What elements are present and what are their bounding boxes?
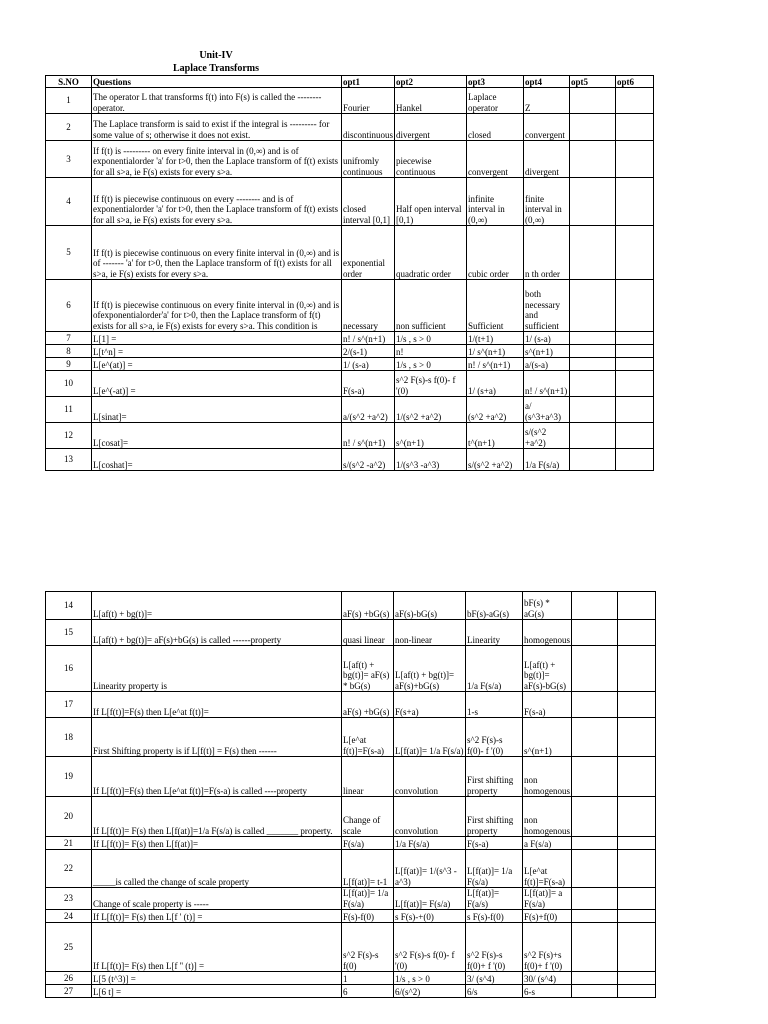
option-5 (570, 141, 616, 178)
option-2: divergent (395, 114, 467, 141)
option-6 (618, 646, 656, 692)
option-2: s F(s)-+(0) (394, 910, 466, 923)
questions-body-1 (46, 88, 654, 471)
question-text: L[e^(at)] = (92, 358, 342, 371)
question-number: 19 (46, 757, 92, 797)
question-text: If L[f(t)]= F(s) then L[f '' (t)] = (92, 923, 342, 972)
question-number: 13 (46, 449, 92, 471)
option-1: linear (342, 757, 394, 797)
option-4: n! / s^(n+1) (524, 371, 570, 397)
option-1: F(s)-f(0) (342, 910, 394, 923)
question-row (46, 449, 654, 471)
option-4: F(s)+f(0) (523, 910, 572, 923)
question-row (46, 910, 656, 923)
option-5 (570, 88, 616, 114)
option-2: convolution (394, 797, 466, 837)
questions-table-1 (45, 75, 654, 471)
header-opt1: opt1 (342, 76, 395, 88)
option-4: a/(s-a) (524, 358, 570, 371)
subject-title: Laplace Transforms (172, 63, 259, 74)
option-5 (570, 345, 616, 358)
option-1: F(s-a) (342, 371, 395, 397)
question-text: If L[f(t)]= F(s) then L[f(at)]= (92, 837, 342, 850)
option-1: L[e^at f(t)]=F(s-a) (342, 718, 394, 757)
option-3: L[f(at)]= F(a/s) (466, 888, 523, 910)
option-6 (616, 141, 654, 178)
option-3: 1-s (466, 692, 523, 718)
option-2: s^2 F(s)-s f(0)- f '(0) (395, 371, 467, 397)
option-5 (570, 449, 616, 471)
option-2: n! (395, 345, 467, 358)
option-3: t^(n+1) (467, 423, 524, 449)
option-6 (618, 923, 656, 972)
question-row (46, 646, 656, 692)
option-2: L[f(at)]= F(s/a) (394, 888, 466, 910)
option-2: F(s+a) (394, 692, 466, 718)
option-2: quadratic order (395, 226, 467, 280)
option-6 (618, 620, 656, 646)
option-5 (572, 797, 618, 837)
option-1: aF(s) +bG(s) (342, 592, 394, 620)
question-number: 27 (46, 985, 92, 998)
option-6 (616, 332, 654, 345)
option-3: Laplace operator (467, 88, 524, 114)
option-3: s/(s^2 +a^2) (467, 449, 524, 471)
option-1: L[f(at)]= 1/a F(s/a) (342, 888, 394, 910)
option-2: convolution (394, 757, 466, 797)
question-text: Change of scale property is ----- (92, 888, 342, 910)
option-5 (572, 646, 618, 692)
option-1: a/(s^2 +a^2) (342, 397, 395, 423)
option-5 (570, 226, 616, 280)
option-3: bF(s)-aG(s) (466, 592, 523, 620)
header-opt2: opt2 (395, 76, 467, 88)
option-1: F(s/a) (342, 837, 394, 850)
option-6 (618, 888, 656, 910)
option-1: necessary (342, 280, 395, 332)
question-row (46, 888, 656, 910)
option-5 (572, 620, 618, 646)
question-number: 3 (46, 141, 92, 178)
option-6 (616, 423, 654, 449)
header-opt3: opt3 (467, 76, 524, 88)
question-number: 2 (46, 114, 92, 141)
option-4: both necessary and sufficient (524, 280, 570, 332)
question-row (46, 923, 656, 972)
option-3: 6/s (466, 985, 523, 998)
question-text: L[af(t) + bg(t)]= (92, 592, 342, 620)
option-2: L[f(at)]= 1/a F(s/a) (394, 718, 466, 757)
option-6 (616, 280, 654, 332)
question-row (46, 332, 654, 345)
option-6 (618, 692, 656, 718)
question-row (46, 797, 656, 837)
question-row (46, 178, 654, 226)
option-4: 1/ (s-a) (524, 332, 570, 345)
option-2: aF(s)-bG(s) (394, 592, 466, 620)
option-3: convergent (467, 141, 524, 178)
question-text: The Laplace transform is said to exist if the integral is --------- for some value of s; otherwise it does not exist. (92, 114, 342, 141)
option-2: L[af(t) + bg(t)]= aF(s)+bG(s) (394, 646, 466, 692)
option-4: non homogenous (523, 757, 572, 797)
option-2: L[f(at)]= 1/(s^3 -a^3) (394, 850, 466, 888)
question-number: 12 (46, 423, 92, 449)
question-number: 16 (46, 646, 92, 692)
header-opt4: opt4 (524, 76, 570, 88)
unit-title: Unit-IV (199, 50, 233, 61)
question-text: L[e^(-at)] = (92, 371, 342, 397)
question-text: L[af(t) + bg(t)]= aF(s)+bG(s) is called ------property (92, 620, 342, 646)
question-row (46, 423, 654, 449)
questions-table-2 (45, 591, 656, 998)
question-number: 20 (46, 797, 92, 837)
question-row (46, 592, 656, 620)
question-row (46, 620, 656, 646)
option-3: 1/ s^(n+1) (467, 345, 524, 358)
question-row (46, 985, 656, 998)
question-number: 4 (46, 178, 92, 226)
question-text: L[cosat]= (92, 423, 342, 449)
option-6 (618, 985, 656, 998)
option-1: discontinuous (342, 114, 395, 141)
option-6 (616, 371, 654, 397)
option-3: Linearity (466, 620, 523, 646)
option-5 (572, 592, 618, 620)
option-5 (572, 692, 618, 718)
question-row (46, 114, 654, 141)
option-4: homogenous (523, 620, 572, 646)
option-5 (572, 718, 618, 757)
option-6 (616, 88, 654, 114)
question-row (46, 345, 654, 358)
question-row (46, 692, 656, 718)
question-text: L[1] = (92, 332, 342, 345)
question-text: First Shifting property is if L[f(t)] = F(s) then ------ (92, 718, 342, 757)
question-text: If f(t) is piecewise continuous on every -------- and is of exponentialorder 'a' for t>0, then the Laplace transform of f(t) exists for all s>a, ie F(s) exists for every s>a. (92, 178, 342, 226)
option-1: closed interval [0,1] (342, 178, 395, 226)
option-3: (s^2 +a^2) (467, 397, 524, 423)
option-1: unifromly continuous (342, 141, 395, 178)
question-text: If f(t) is --------- on every finite interval in (0,∞) and is of exponentialorder 'a' for t>0, then the Laplace transform of f(t) exists for all s>a, ie F(s) exists for every s>a. (92, 141, 342, 178)
option-6 (618, 837, 656, 850)
option-4: 30/ (s^4) (523, 972, 572, 985)
question-number: 10 (46, 371, 92, 397)
option-3: Sufficient (467, 280, 524, 332)
option-1: quasi linear (342, 620, 394, 646)
question-text: _____is called the change of scale property (92, 850, 342, 888)
question-number: 24 (46, 910, 92, 923)
question-text: L[5 (t^3)] = (92, 972, 342, 985)
option-4: convergent (524, 114, 570, 141)
option-4: L[af(t) + bg(t)]= aF(s)-bG(s) (523, 646, 572, 692)
option-1: L[f(at)]= t-1 (342, 850, 394, 888)
option-1: 2/(s-1) (342, 345, 395, 358)
option-6 (618, 797, 656, 837)
option-3: First shifting property (466, 757, 523, 797)
option-6 (618, 972, 656, 985)
question-row (46, 226, 654, 280)
option-1: n! / s^(n+1) (342, 423, 395, 449)
option-1: 1 (342, 972, 394, 985)
option-4: s^(n+1) (523, 718, 572, 757)
option-2: s^2 F(s)-s f(0)- f '(0) (394, 923, 466, 972)
option-5 (572, 910, 618, 923)
option-5 (572, 972, 618, 985)
option-4: 1/a F(s/a) (524, 449, 570, 471)
option-3: F(s-a) (466, 837, 523, 850)
option-3: First shifting property (466, 797, 523, 837)
option-5 (572, 757, 618, 797)
option-3: closed (467, 114, 524, 141)
question-row (46, 837, 656, 850)
header-opt6: opt6 (616, 76, 654, 88)
question-number: 26 (46, 972, 92, 985)
header-opt5: opt5 (570, 76, 616, 88)
option-1: 6 (342, 985, 394, 998)
question-number: 14 (46, 592, 92, 620)
question-number: 23 (46, 888, 92, 910)
option-2: 1/(s^2 +a^2) (395, 397, 467, 423)
option-4: non homogenous (523, 797, 572, 837)
option-5 (570, 178, 616, 226)
option-4: divergent (524, 141, 570, 178)
option-6 (618, 850, 656, 888)
question-number: 17 (46, 692, 92, 718)
option-1: n! / s^(n+1) (342, 332, 395, 345)
option-6 (618, 592, 656, 620)
option-1: Fourier (342, 88, 395, 114)
question-text: Linearity property is (92, 646, 342, 692)
option-1: aF(s) +bG(s) (342, 692, 394, 718)
question-text: The operator L that transforms f(t) into F(s) is called the -------- operator. (92, 88, 342, 114)
option-3: cubic order (467, 226, 524, 280)
option-2: 1/a F(s/a) (394, 837, 466, 850)
option-4: bF(s) * aG(s) (523, 592, 572, 620)
question-number: 9 (46, 358, 92, 371)
question-number: 25 (46, 923, 92, 972)
question-text: If L[f(t)]=F(s) then L[e^at f(t)]=F(s-a) is called ----property (92, 757, 342, 797)
questions-body-2 (46, 592, 656, 998)
option-5 (570, 114, 616, 141)
question-number: 11 (46, 397, 92, 423)
question-text: If f(t) is piecewise continuous on every finite interval in (0,∞) and is ofexponentialorder'a' for t>0, then the Laplace transform of f(t) exists for all s>a, ie F(s) exists for every s>a. This condition is (92, 280, 342, 332)
option-6 (616, 358, 654, 371)
question-text: If f(t) is piecewise continuous on every finite interval in (0,∞) and is of ------- 'a' for t>0, then the Laplace transform of f(t) exists for all s>a, ie F(s) exists for every s>a. (92, 226, 342, 280)
option-6 (616, 114, 654, 141)
question-text: If L[f(t)]= F(s) then L[f ' (t)] = (92, 910, 342, 923)
option-5 (572, 888, 618, 910)
question-text: L[t^n] = (92, 345, 342, 358)
option-2: non-linear (394, 620, 466, 646)
option-6 (616, 397, 654, 423)
option-3: 1/(t+1) (467, 332, 524, 345)
option-2: 1/s , s > 0 (395, 358, 467, 371)
option-6 (616, 226, 654, 280)
option-6 (616, 449, 654, 471)
question-number: 8 (46, 345, 92, 358)
option-4: L[e^at f(t)]=F(s-a) (523, 850, 572, 888)
option-6 (618, 757, 656, 797)
question-row (46, 972, 656, 985)
option-5 (570, 358, 616, 371)
question-number: 21 (46, 837, 92, 850)
option-4: s^(n+1) (524, 345, 570, 358)
option-4: finite interval in (0,∞) (524, 178, 570, 226)
option-3: 1/ (s+a) (467, 371, 524, 397)
option-5 (570, 332, 616, 345)
option-6 (618, 718, 656, 757)
option-1: 1/ (s-a) (342, 358, 395, 371)
option-5 (572, 850, 618, 888)
question-text: L[6 t] = (92, 985, 342, 998)
question-row (46, 371, 654, 397)
option-1: Change of scale (342, 797, 394, 837)
question-row (46, 88, 654, 114)
option-4: a F(s/a) (523, 837, 572, 850)
question-row (46, 757, 656, 797)
header-sno: S.NO (46, 76, 92, 88)
option-4: F(s-a) (523, 692, 572, 718)
option-4: n th order (524, 226, 570, 280)
option-3: s^2 F(s)-s f(0)- f '(0) (466, 718, 523, 757)
option-2: 6/(s^2) (394, 985, 466, 998)
question-row (46, 141, 654, 178)
option-6 (618, 910, 656, 923)
question-row (46, 718, 656, 757)
question-row (46, 358, 654, 371)
option-6 (616, 345, 654, 358)
header-row (46, 76, 654, 88)
option-3: 1/a F(s/a) (466, 646, 523, 692)
option-4: s/(s^2 +a^2) (524, 423, 570, 449)
option-6 (616, 178, 654, 226)
option-2: piecewise continuous (395, 141, 467, 178)
option-1: L[af(t) + bg(t)]= aF(s) * bG(s) (342, 646, 394, 692)
option-1: exponential order (342, 226, 395, 280)
option-4: s^2 F(s)+s f(0)+ f '(0) (523, 923, 572, 972)
option-4: L[f(at)]= a F(s/a) (523, 888, 572, 910)
question-number: 1 (46, 88, 92, 114)
question-number: 15 (46, 620, 92, 646)
question-number: 22 (46, 850, 92, 888)
question-row (46, 850, 656, 888)
option-5 (572, 837, 618, 850)
option-2: non sufficient (395, 280, 467, 332)
question-text: L[sinat]= (92, 397, 342, 423)
question-text: If L[f(t)]= F(s) then L[f(at)]=1/a F(s/a) is called _______ property. (92, 797, 342, 837)
option-2: s^(n+1) (395, 423, 467, 449)
question-number: 18 (46, 718, 92, 757)
option-2: Hankel (395, 88, 467, 114)
option-5 (572, 923, 618, 972)
option-2: 1/s , s > 0 (395, 332, 467, 345)
question-number: 5 (46, 226, 92, 280)
question-number: 6 (46, 280, 92, 332)
question-row (46, 397, 654, 423)
option-2: 1/s , s > 0 (394, 972, 466, 985)
option-3: n! / s^(n+1) (467, 358, 524, 371)
question-row (46, 280, 654, 332)
question-text: L[coshat]= (92, 449, 342, 471)
option-1: s^2 F(s)-s f(0) (342, 923, 394, 972)
option-5 (570, 280, 616, 332)
option-4: a/ (s^3+a^3) (524, 397, 570, 423)
question-number: 7 (46, 332, 92, 345)
option-4: Z (524, 88, 570, 114)
option-1: s/(s^2 -a^2) (342, 449, 395, 471)
option-2: 1/(s^3 -a^3) (395, 449, 467, 471)
option-3: s^2 F(s)-s f(0)+ f '(0) (466, 923, 523, 972)
option-5 (570, 397, 616, 423)
option-5 (570, 423, 616, 449)
question-text: If L[f(t)]=F(s) then L[e^at f(t)]= (92, 692, 342, 718)
option-2: Half open interval [0,1) (395, 178, 467, 226)
header-questions: Questions (92, 76, 342, 88)
option-3: 3/ (s^4) (466, 972, 523, 985)
option-3: s F(s)-f(0) (466, 910, 523, 923)
option-3: infinite interval in (0,∞) (467, 178, 524, 226)
option-3: L[f(at)]= 1/a F(s/a) (466, 850, 523, 888)
option-5 (570, 371, 616, 397)
option-4: 6-s (523, 985, 572, 998)
option-5 (572, 985, 618, 998)
